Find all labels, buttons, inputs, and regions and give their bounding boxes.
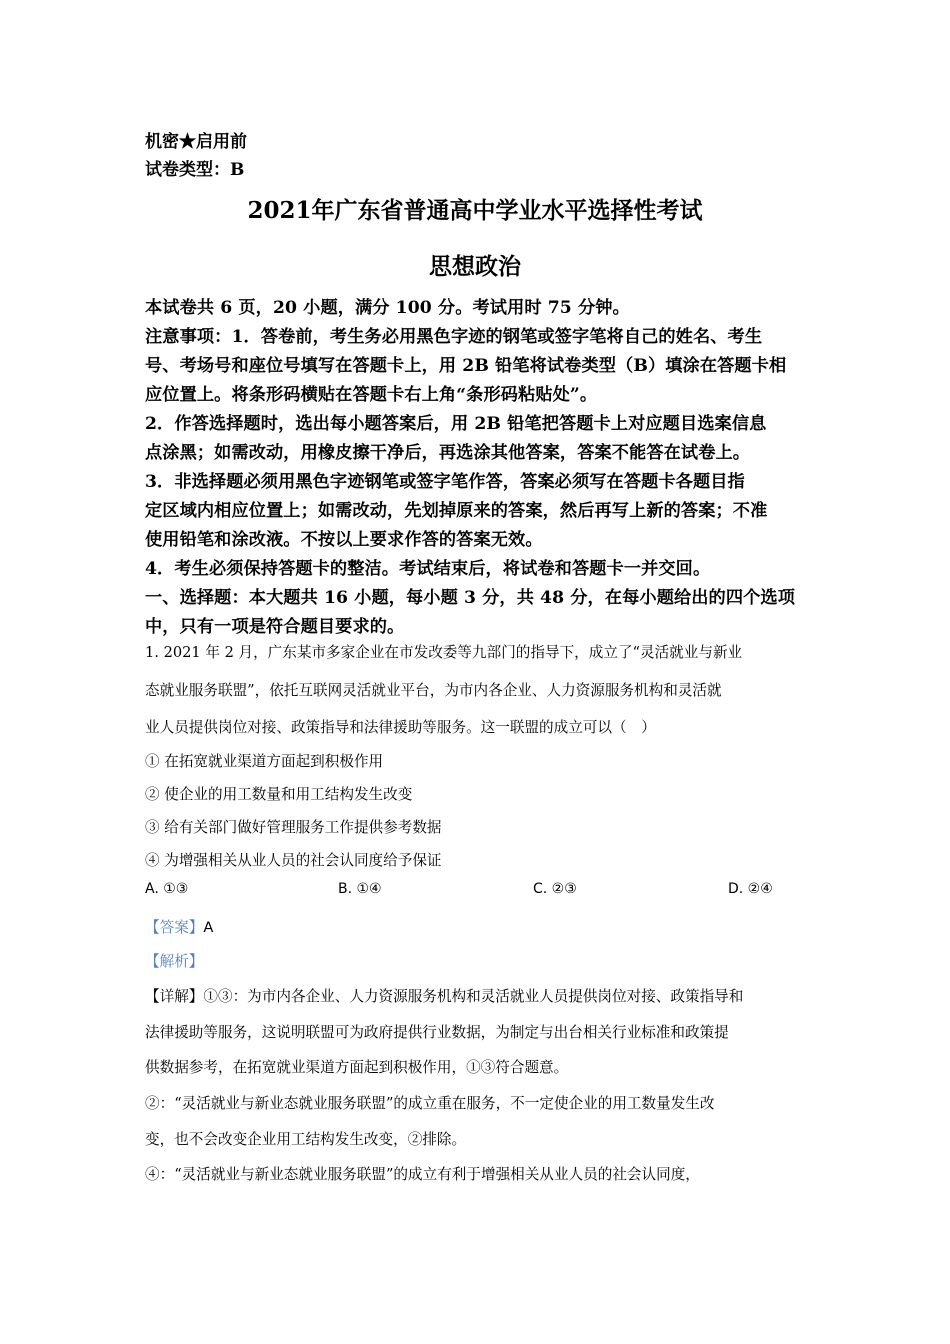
statement-item: ③ 给有关部门做好管理服务工作提供参考数据: [145, 819, 442, 836]
statement-item: ④ 为增强相关从业人员的社会认同度给予保证: [145, 852, 442, 869]
subject-title: 思想政治: [429, 253, 521, 280]
detail-line: ②：“灵活就业与新业态就业服务联盟”的成立重在服务，不一定使企业的用工数量发生改: [145, 1095, 715, 1112]
option-a: A. ①③: [145, 881, 189, 897]
paper-type: 试卷类型：B: [145, 160, 245, 180]
instruction-line: 2．作答选择题时，选出每小题答案后，用 2B 铅笔把答题卡上对应题目选案信息: [145, 414, 767, 434]
statement-item: ② 使企业的用工数量和用工结构发生改变: [145, 786, 413, 803]
question-stem: 1. 2021 年 2 月，广东某市多家企业在市发改委等九部门的指导下，成立了“灵活就业与新业: [145, 644, 743, 661]
section-heading: 中，只有一项是符合题目要求的。: [145, 617, 405, 637]
detail-line: 供数据参考，在拓宽就业渠道方面起到积极作用，①③符合题意。: [145, 1059, 569, 1076]
detail-line: ④：“灵活就业与新业态就业服务联盟”的成立有利于增强相关从业人员的社会认同度，: [145, 1166, 700, 1183]
instruction-line: 号、考场号和座位号填写在答题卡上，用 2B 铅笔将试卷类型（B）填涂在答题卡相: [145, 356, 787, 376]
instruction-line: 使用铅笔和涂改液。不按以上要求作答的答案无效。: [145, 530, 543, 550]
option-b: B. ①④: [338, 881, 382, 897]
answer-value: A: [203, 919, 214, 936]
analysis-label: 【解析】: [145, 953, 204, 970]
confidential-mark: 机密★启用前: [145, 132, 247, 152]
exam-summary: 本试卷共 6 页，20 小题，满分 100 分。考试用时 75 分钟。: [145, 298, 630, 318]
instruction-line: 定区域内相应位置上；如需改动，先划掉原来的答案，然后再写上新的答案；不准: [145, 501, 768, 521]
statement-item: ① 在拓宽就业渠道方面起到积极作用: [145, 753, 384, 770]
section-heading: 一、选择题：本大题共 16 小题，每小题 3 分，共 48 分，在每小题给出的四个选项: [145, 588, 796, 608]
question-stem: 态就业服务联盟”，依托互联网灵活就业平台，为市内各企业、人力资源服务机构和灵活就: [145, 682, 722, 699]
instruction-line: 4．考生必须保持答题卡的整洁。考试结束后，将试卷和答题卡一并交回。: [145, 559, 711, 579]
detail-line: 【详解】①③：为市内各企业、人力资源服务机构和灵活就业人员提供岗位对接、政策指导和: [145, 988, 744, 1005]
option-c: C. ②③: [533, 881, 577, 897]
instruction-line: 注意事项：1．答卷前，考生务必用黑色字迹的钢笔或签字笔将自己的姓名、考生: [145, 327, 763, 347]
exam-title: 2021年广东省普通高中学业水平选择性考试: [247, 197, 703, 224]
question-stem: 业人员提供岗位对接、政策指导和法律援助等服务。这一联盟的成立可以（ ）: [145, 719, 656, 736]
instruction-line: 3．非选择题必须用黑色字迹钢笔或签字笔作答，答案必须写在答题卡各题目指: [145, 472, 745, 492]
answer-label: 【答案】: [145, 919, 204, 936]
detail-line: 法律援助等服务，这说明联盟可为政府提供行业数据，为制定与出台相关行业标准和政策提: [145, 1024, 729, 1041]
instruction-line: 应位置上。将条形码横贴在答题卡右上角“条形码粘贴处”。: [145, 385, 598, 405]
instruction-line: 点涂黑；如需改动，用橡皮擦干净后，再选涂其他答案，答案不能答在试卷上。: [145, 443, 751, 463]
detail-line: 变，也不会改变企业用工结构发生改变，②排除。: [145, 1131, 467, 1148]
option-d: D. ②④: [728, 881, 773, 897]
answer-row: [145, 916, 213, 937]
